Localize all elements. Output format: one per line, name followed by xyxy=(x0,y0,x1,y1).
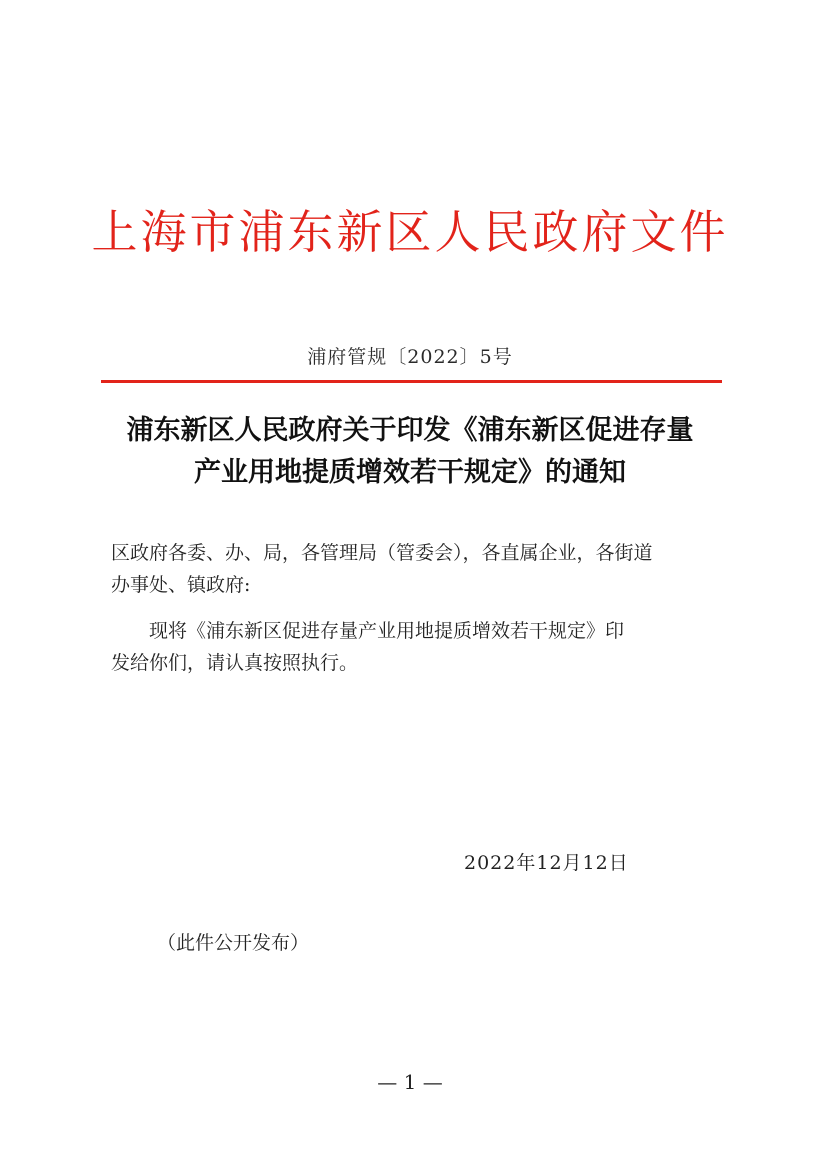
notice-title-line-2: 产业用地提质增效若干规定》的通知 xyxy=(194,457,626,488)
issue-date: 2022年12月12日 xyxy=(464,852,629,874)
red-separator-line xyxy=(101,380,722,383)
body-line-1: 现将《浦东新区促进存量产业用地提质增效若干规定》印 xyxy=(149,620,625,642)
addressees-line-2: 办事处、镇政府: xyxy=(111,574,251,596)
notice-title xyxy=(70,410,750,494)
document-number: 浦府管规〔2022〕5号 xyxy=(307,346,513,368)
publish-note: （此件公开发布） xyxy=(157,932,310,954)
addressees xyxy=(111,537,721,601)
addressees-line-1: 区政府各委、办、局，各管理局（管委会），各直属企业，各街道 xyxy=(111,542,653,564)
notice-title-line-1: 浦东新区人民政府关于印发《浦东新区促进存量 xyxy=(126,415,694,446)
body-line-2: 发给你们，请认真按照执行。 xyxy=(111,652,359,674)
page-number: — 1 — xyxy=(377,1070,443,1094)
document-header-title: 上海市浦东新区人民政府文件 xyxy=(91,205,729,259)
body-paragraph xyxy=(111,615,721,679)
